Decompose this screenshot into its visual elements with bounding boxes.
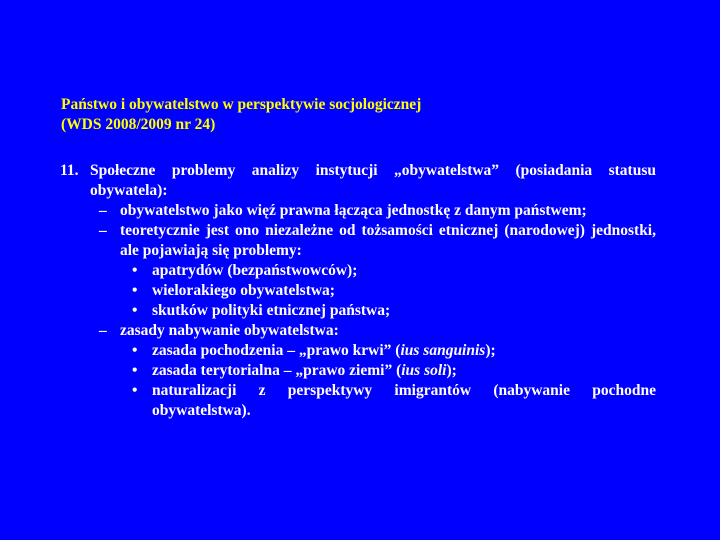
dash-mark: – [99, 322, 107, 339]
title-line-2: (WDS 2008/2009 nr 24) [61, 116, 216, 133]
bullet-text-b1-post: ); [485, 342, 496, 359]
bullet-text-a1: apatrydów (bezpaństwowców); [152, 262, 358, 279]
bullet-item-b3 [60, 381, 656, 421]
bullet-mark: • [132, 382, 138, 399]
bullet-mark: • [132, 302, 138, 319]
bullet-item-b1 [60, 341, 656, 361]
dash-item-1 [60, 201, 656, 221]
item-number: 11. [60, 162, 79, 179]
latin-term-ius-sanguinis: ius sanguinis [400, 342, 486, 359]
latin-term-ius-soli: ius soli [401, 362, 447, 379]
bullet-text-b2-pre: zasada terytorialna – „prawo ziemi” ( [152, 362, 402, 379]
item-text: Społeczne problemy analizy instytucji „obywatelstwa” (posiadania statusu obywatela): [90, 162, 656, 199]
bullet-text-a2: wielorakiego obywatelstwa; [152, 282, 335, 299]
dash-text-3: zasady nabywanie obywatelstwa: [120, 322, 339, 339]
bullet-text-b3: naturalizacji z perspektywy imigrantów (nabywanie pochodne obywatelstwa). [152, 382, 656, 419]
bullet-text-a3: skutków polityki etnicznej państwa; [152, 302, 391, 319]
bullet-text-b1-pre: zasada pochodzenia – „prawo krwi” ( [152, 342, 401, 359]
bullet-item-a2 [60, 281, 656, 301]
dash-mark: – [99, 222, 107, 239]
dash-text-2: teoretycznie jest ono niezależne od tożsamości etnicznej (narodowej) jednostki, ale pojawiają się problemy: [120, 222, 656, 259]
dash-mark: – [99, 202, 107, 219]
bullet-mark: • [132, 282, 138, 299]
numbered-item [60, 161, 656, 201]
bullet-item-a3 [60, 301, 656, 321]
dash-item-3 [60, 321, 656, 341]
dash-item-2 [60, 221, 656, 261]
bullet-mark: • [132, 362, 138, 379]
bullet-text-b2-post: ); [446, 362, 457, 379]
bullet-mark: • [132, 262, 138, 279]
bullet-item-b2 [60, 361, 656, 381]
dash-text-1: obywatelstwo jako więź prawna łącząca jednostkę z danym państwem; [120, 202, 587, 219]
title-line-1: Państwo i obywatelstwo w perspektywie socjologicznej [61, 96, 422, 113]
slide-content [60, 161, 656, 421]
slide-title [61, 95, 421, 135]
bullet-item-a1 [60, 261, 656, 281]
bullet-mark: • [132, 342, 138, 359]
